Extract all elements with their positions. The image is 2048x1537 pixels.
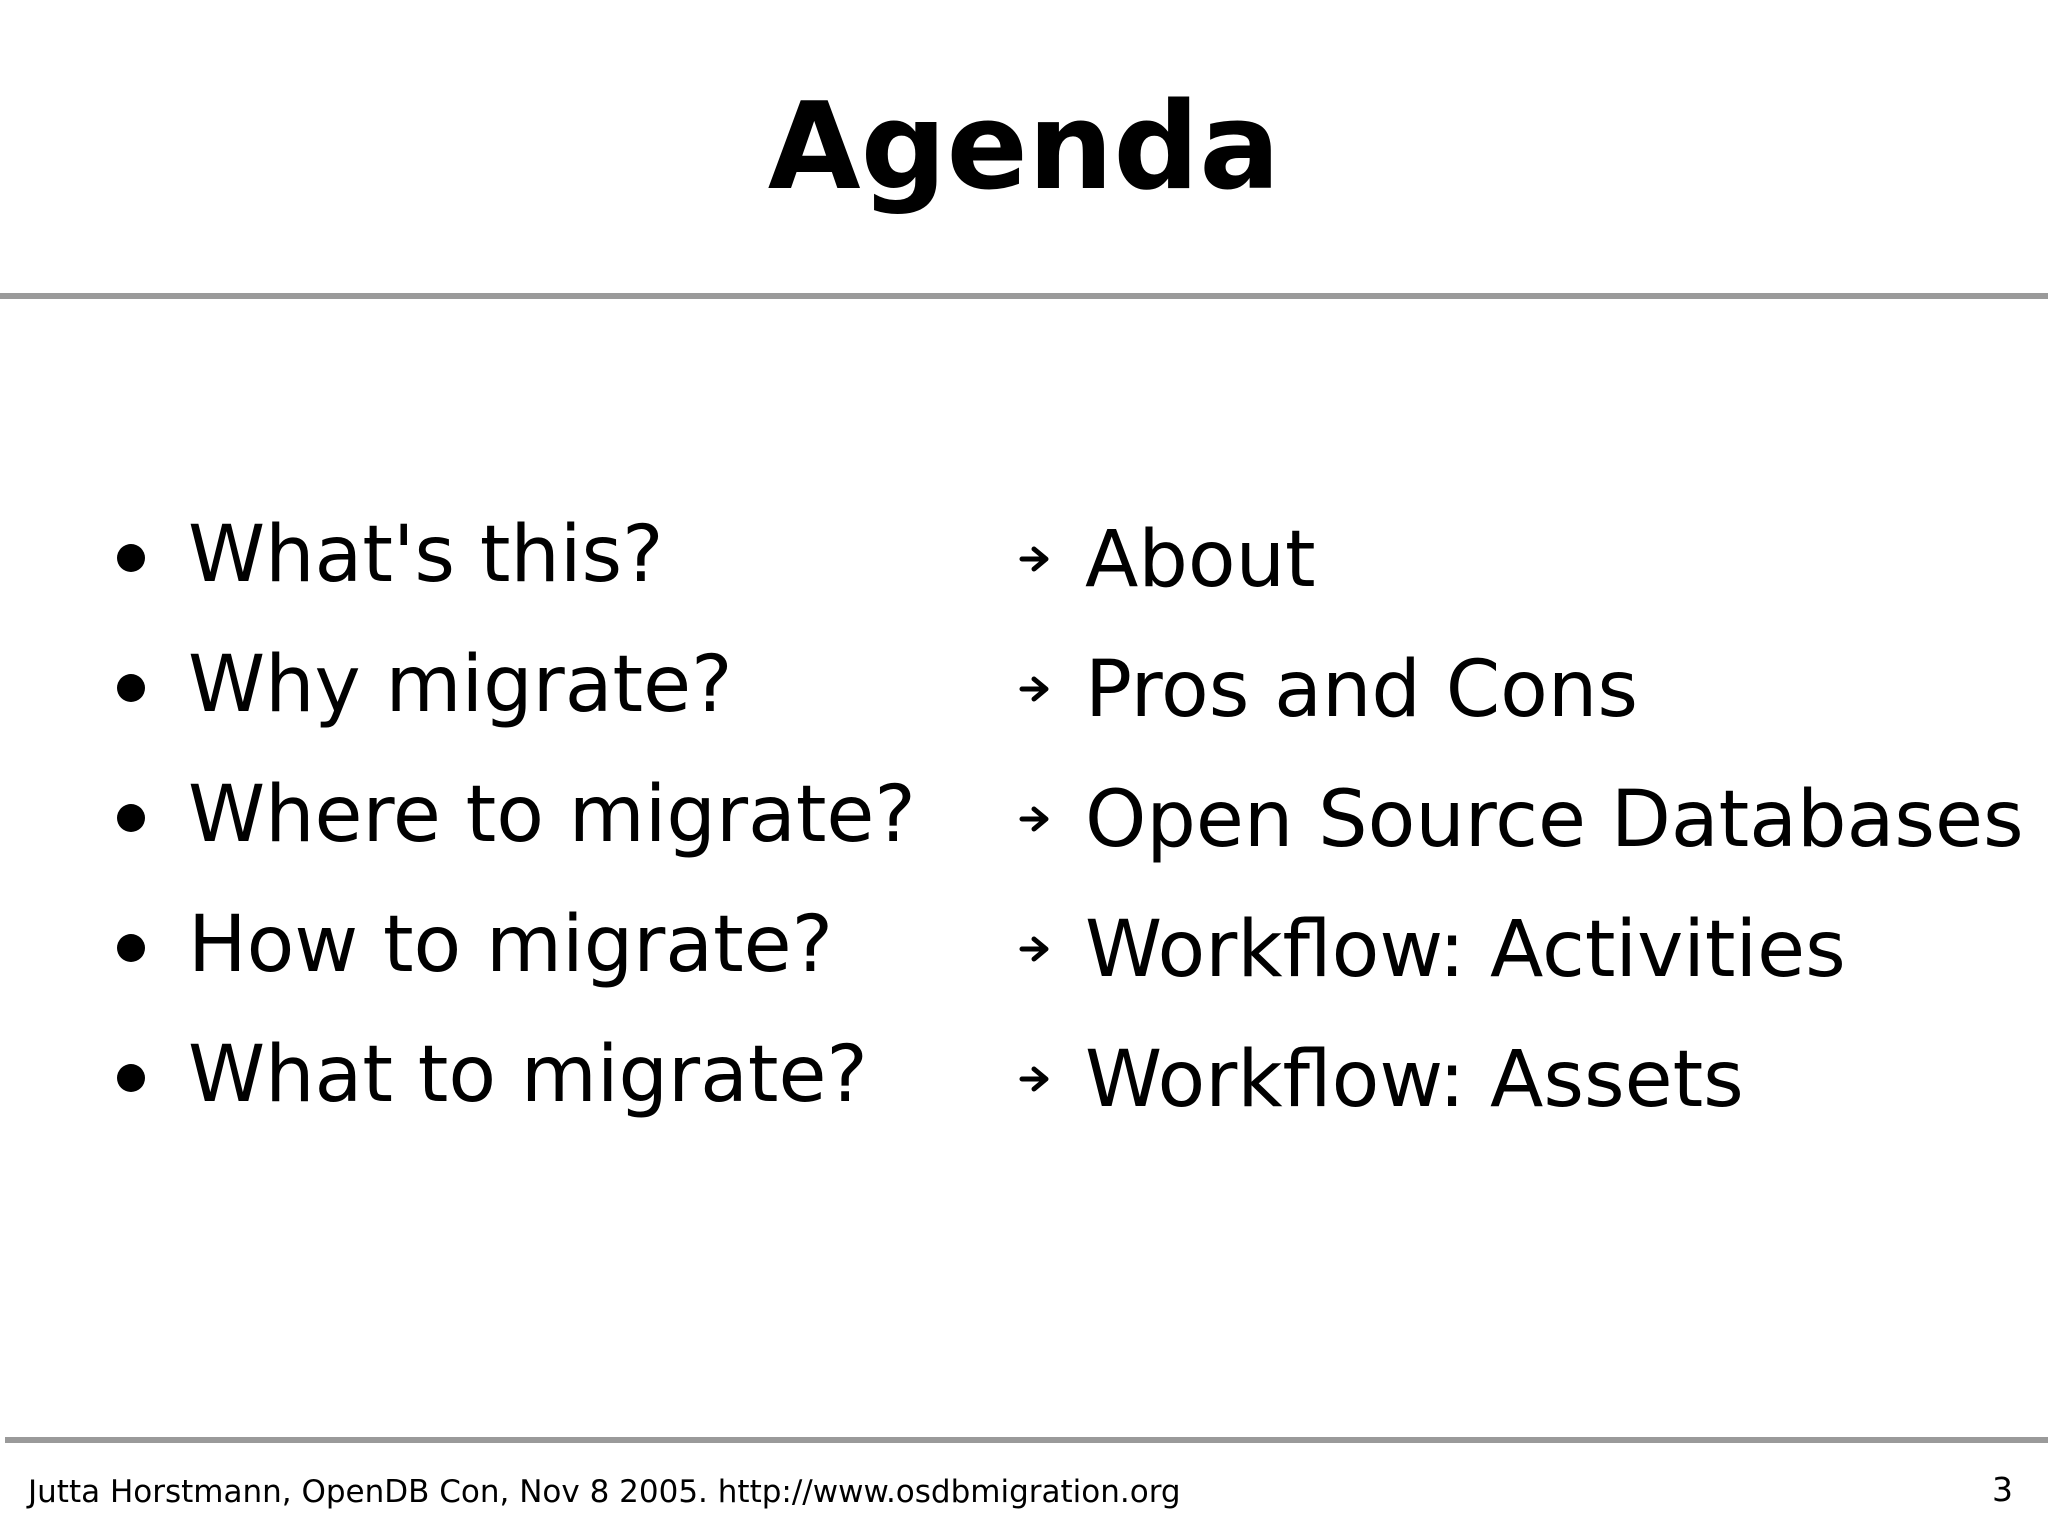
bullet-dot-icon bbox=[117, 544, 145, 572]
list-item-label: Pros and Cons bbox=[1085, 645, 1638, 735]
list-item-label: What to migrate? bbox=[188, 1030, 868, 1120]
list-item bbox=[1085, 640, 2024, 770]
agenda-question-list bbox=[188, 505, 916, 1155]
list-item bbox=[1085, 900, 2024, 1030]
list-item-label: Open Source Databases bbox=[1085, 775, 2024, 865]
bullet-dot-icon bbox=[117, 934, 145, 962]
list-item-label: Workflow: Assets bbox=[1085, 1035, 1744, 1125]
list-item bbox=[188, 1025, 916, 1155]
list-item-label: About bbox=[1085, 515, 1316, 605]
list-item bbox=[1085, 1030, 2024, 1160]
title-divider bbox=[0, 293, 2048, 299]
list-item bbox=[1085, 510, 2024, 640]
footer-credits: Jutta Horstmann, OpenDB Con, Nov 8 2005. http://www.osdbmigration.org bbox=[28, 1474, 1181, 1510]
slide-title: Agenda bbox=[767, 78, 1281, 217]
list-item bbox=[188, 635, 916, 765]
list-item-label: What's this? bbox=[188, 510, 664, 600]
arrow-right-icon bbox=[1019, 804, 1053, 834]
list-item bbox=[188, 765, 916, 895]
arrow-right-icon bbox=[1019, 674, 1053, 704]
bullet-dot-icon bbox=[117, 674, 145, 702]
bullet-dot-icon bbox=[117, 804, 145, 832]
list-item-label: Why migrate? bbox=[188, 640, 733, 730]
bullet-dot-icon bbox=[117, 1064, 145, 1092]
list-item-label: Where to migrate? bbox=[188, 770, 916, 860]
agenda-topic-list bbox=[1085, 510, 2024, 1160]
arrow-right-icon bbox=[1019, 934, 1053, 964]
arrow-right-icon bbox=[1019, 1064, 1053, 1094]
list-item bbox=[188, 505, 916, 635]
list-item bbox=[1085, 770, 2024, 900]
list-item-label: How to migrate? bbox=[188, 900, 834, 990]
arrow-right-icon bbox=[1019, 544, 1053, 574]
list-item-label: Workflow: Activities bbox=[1085, 905, 1846, 995]
list-item bbox=[188, 895, 916, 1025]
page-number: 3 bbox=[1992, 1470, 2013, 1509]
footer-divider bbox=[5, 1437, 2048, 1443]
